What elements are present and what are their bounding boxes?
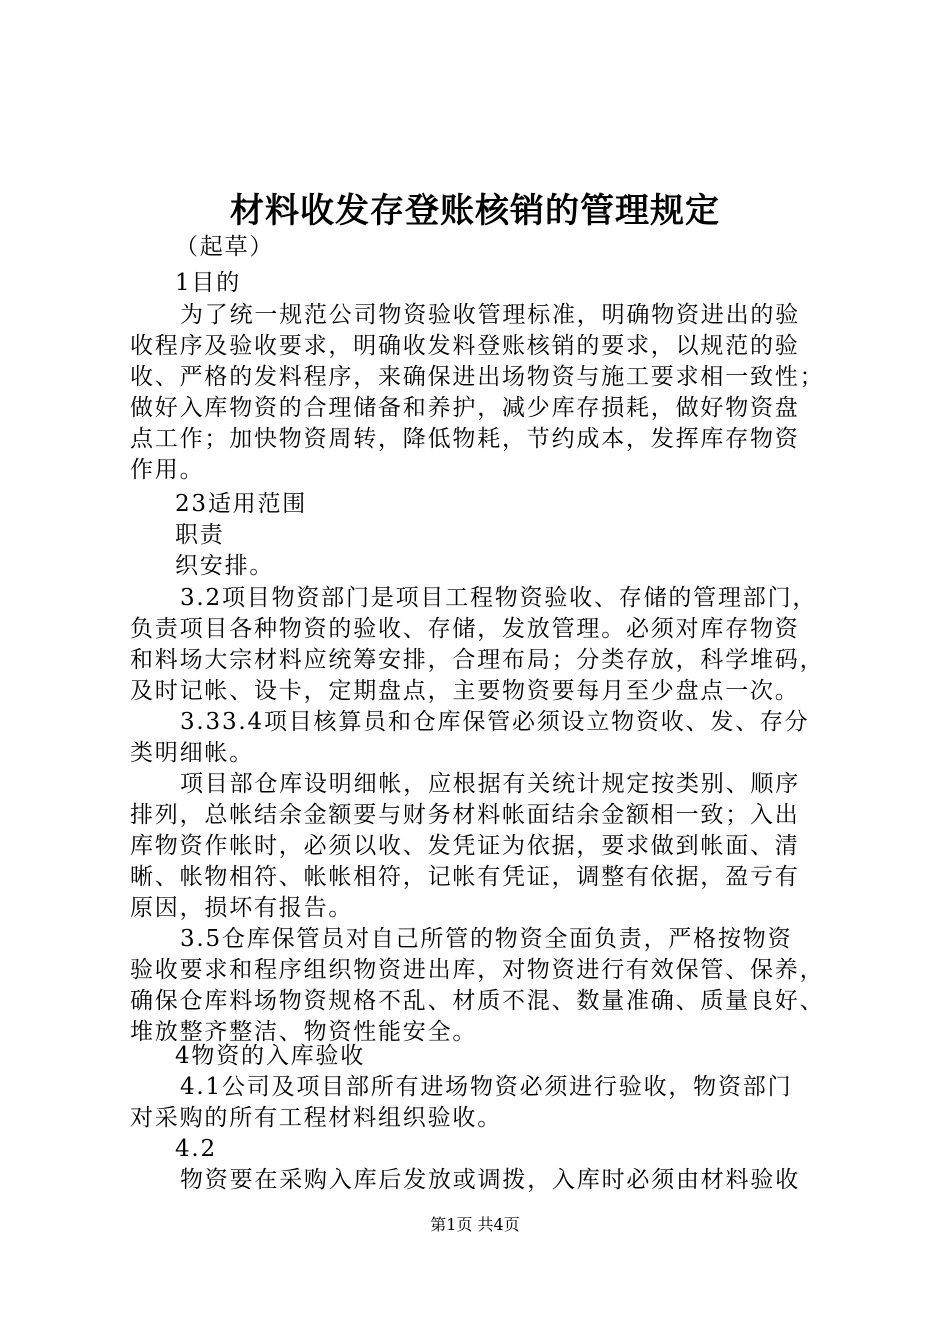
body-line: 原因，损坏有报告。 <box>130 895 354 921</box>
body-line: 4.1公司及项目部所有进场物资必须进行验收，物资部门 <box>180 1074 793 1100</box>
body-line: 织安排。 <box>175 553 275 579</box>
body-line: 为了统一规范公司物资验收管理标准，明确物资进出的验 <box>180 302 800 328</box>
body-line: 收程序及验收要求，明确收发料登账核销的要求，以规范的验 <box>130 333 800 359</box>
body-line: 23适用范围 <box>175 491 308 517</box>
body-line: 验收要求和程序组织物资进出库，对物资进行有效保管、保养， <box>130 957 825 983</box>
body-line: 确保仓库料场物资规格不乱、材质不混、数量准确、质量良好、 <box>130 988 825 1014</box>
body-line: 项目部仓库设明细帐，应根据有关统计规定按类别、顺序 <box>180 771 800 797</box>
body-line: 做好入库物资的合理储备和养护，减少库存损耗，做好物资盘 <box>130 395 800 421</box>
body-line: 排列，总帐结余金额要与财务材料帐面结余金额相一致；入出 <box>130 802 800 828</box>
body-line: 4.2 <box>175 1136 217 1162</box>
body-line: 1目的 <box>175 270 242 296</box>
document-title: 材料收发存登账核销的管理规定 <box>230 191 720 231</box>
body-line: 负责项目各种物资的验收、存储，发放管理。必须对库存物资 <box>130 616 800 642</box>
body-line: 及时记帐、设卡，定期盘点，主要物资要每月至少盘点一次。 <box>130 678 800 704</box>
body-line: （起草） <box>175 234 275 260</box>
body-line: 物资要在采购入库后发放或调拨，入库时必须由材料验收 <box>180 1167 800 1193</box>
body-line: 晰、帐物相符、帐帐相符，记帐有凭证，调整有依据，盈亏有 <box>130 864 800 890</box>
body-line: 类明细帐。 <box>130 740 254 766</box>
body-line: 3.5仓库保管员对自己所管的物资全面负责，严格按物资 <box>180 926 793 952</box>
body-line: 职责 <box>175 522 225 548</box>
body-line: 库物资作帐时，必须以收、发凭证为依据，要求做到帐面、清 <box>130 833 800 859</box>
body-line: 和料场大宗材料应统筹安排，合理布局；分类存放，科学堆码， <box>130 647 825 673</box>
body-line: 3.2项目物资部门是项目工程物资验收、存储的管理部门， <box>180 585 818 611</box>
body-line: 4物资的入库验收 <box>175 1043 366 1069</box>
body-line: 堆放整齐整洁、物资性能安全。 <box>130 1019 478 1045</box>
body-line: 3.33.4项目核算员和仓库保管必须设立物资收、发、存分 <box>180 709 810 735</box>
page-footer: 第1页 共4页 <box>430 1215 520 1234</box>
body-line: 作用。 <box>130 457 205 483</box>
body-line: 收、严格的发料程序，来确保进出场物资与施工要求相一致性； <box>130 364 825 390</box>
body-line: 对采购的所有工程材料组织验收。 <box>130 1105 502 1131</box>
body-line: 点工作；加快物资周转，降低物耗，节约成本，发挥库存物资 <box>130 426 800 452</box>
